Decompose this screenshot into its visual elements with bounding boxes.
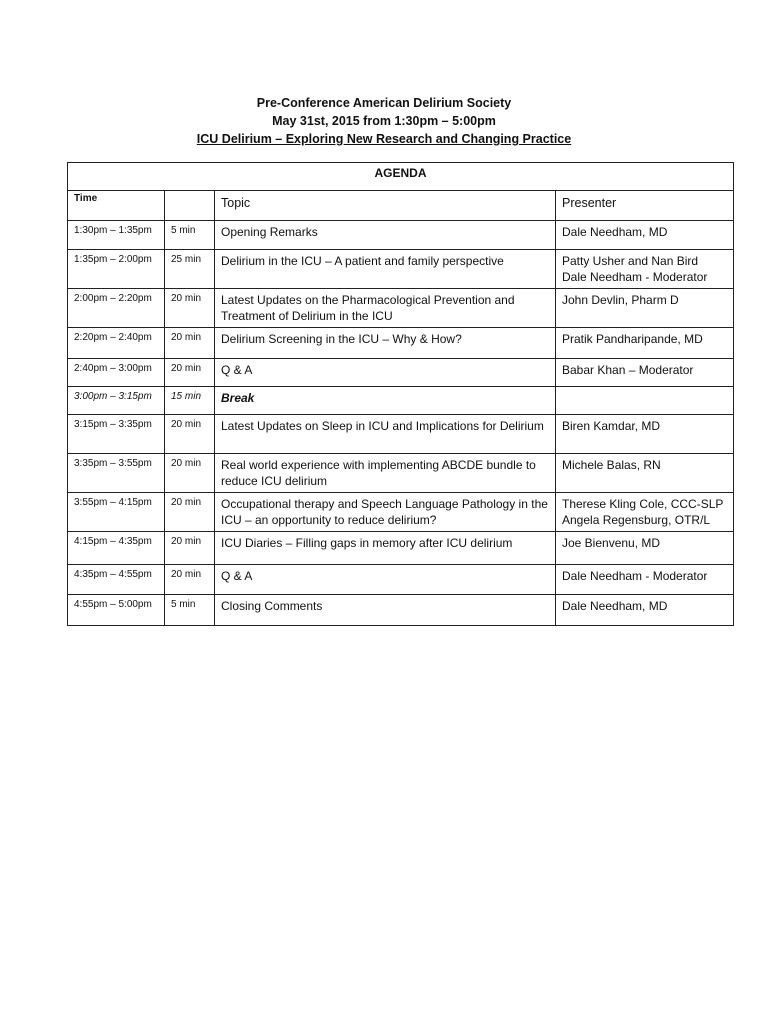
agenda-time-cell-text: 3:55pm – 4:15pm	[74, 497, 152, 508]
agenda-time-cell	[68, 289, 165, 328]
agenda-presenter-cell-text: Dale Needham - Moderator	[562, 270, 708, 284]
agenda-time-cell-text: 3:00pm – 3:15pm	[74, 391, 152, 402]
document-header	[0, 94, 768, 148]
agenda-row	[68, 595, 734, 626]
agenda-presenter-cell-text: Patty Usher and Nan Bird	[562, 254, 699, 268]
agenda-topic-cell	[215, 250, 556, 289]
agenda-presenter-cell-text: Dale Needham, MD	[562, 599, 668, 613]
agenda-presenter-cell	[556, 328, 734, 359]
agenda-duration-cell-text: 25 min	[171, 254, 202, 265]
agenda-time-cell	[68, 359, 165, 387]
agenda-presenter-cell	[556, 493, 734, 532]
agenda-topic-cell	[215, 415, 556, 454]
agenda-presenter-cell	[556, 595, 734, 626]
agenda-row	[68, 328, 734, 359]
agenda-presenter-cell-text: Michele Balas, RN	[562, 458, 661, 472]
agenda-presenter-cell	[556, 359, 734, 387]
agenda-duration-cell	[165, 532, 215, 565]
agenda-row	[68, 387, 734, 415]
agenda-duration-cell-text: 20 min	[171, 458, 202, 469]
agenda-presenter-cell-text: Therese Kling Cole, CCC-SLP	[562, 497, 724, 511]
agenda-time-cell-text: 3:15pm – 3:35pm	[74, 419, 152, 430]
conference-date: May 31st, 2015 from 1:30pm – 5:00pm	[272, 114, 496, 128]
agenda-duration-cell	[165, 493, 215, 532]
agenda-topic-cell	[215, 595, 556, 626]
agenda-duration-cell-text: 15 min	[171, 391, 202, 402]
time-column-header: Time	[68, 191, 165, 221]
agenda-topic-cell-text: Occupational therapy and Speech Language Pathology in the ICU – an opportunity to reduce delirium?	[221, 497, 548, 527]
agenda-duration-cell	[165, 565, 215, 595]
agenda-topic-cell	[215, 565, 556, 595]
agenda-title: AGENDA	[68, 163, 734, 191]
agenda-time-cell-text: 4:15pm – 4:35pm	[74, 536, 152, 547]
agenda-presenter-cell-text: Angela Regensburg, OTR/L	[562, 513, 711, 527]
agenda-duration-cell-text: 5 min	[171, 225, 196, 236]
agenda-row	[68, 565, 734, 595]
presenter-column-header: Presenter	[556, 191, 734, 221]
agenda-topic-cell	[215, 493, 556, 532]
agenda-presenter-cell	[556, 387, 734, 415]
agenda-duration-cell-text: 5 min	[171, 599, 196, 610]
agenda-time-cell-text: 2:20pm – 2:40pm	[74, 332, 152, 343]
agenda-presenter-cell-text: Joe Bienvenu, MD	[562, 536, 661, 550]
agenda-duration-cell	[165, 387, 215, 415]
agenda-time-cell	[68, 493, 165, 532]
agenda-time-cell-text: 1:35pm – 2:00pm	[74, 254, 152, 265]
topic-column-header: Topic	[215, 191, 556, 221]
agenda-topic-cell-text: Delirium Screening in the ICU – Why & How?	[221, 332, 462, 346]
agenda-presenter-cell-text: John Devlin, Pharm D	[562, 293, 679, 307]
agenda-topic-cell-text: Closing Comments	[221, 599, 323, 613]
agenda-topic-cell-text: Break	[221, 391, 255, 405]
agenda-time-cell	[68, 387, 165, 415]
agenda-duration-cell	[165, 415, 215, 454]
agenda-duration-cell	[165, 250, 215, 289]
agenda-row	[68, 250, 734, 289]
agenda-duration-cell-text: 20 min	[171, 536, 202, 547]
agenda-presenter-cell	[556, 415, 734, 454]
agenda-time-cell	[68, 595, 165, 626]
agenda-row	[68, 415, 734, 454]
agenda-time-cell	[68, 328, 165, 359]
agenda-topic-cell	[215, 289, 556, 328]
agenda-topic-cell-text: Delirium in the ICU – A patient and family perspective	[221, 254, 504, 268]
agenda-topic-cell-text: ICU Diaries – Filling gaps in memory after ICU delirium	[221, 536, 513, 550]
agenda-topic-cell-text: Latest Updates on Sleep in ICU and Implications for Delirium	[221, 419, 544, 433]
agenda-time-cell	[68, 221, 165, 250]
agenda-topic-cell-text: Latest Updates on the Pharmacological Prevention and Treatment of Delirium in the ICU	[221, 293, 515, 323]
agenda-time-cell-text: 4:55pm – 5:00pm	[74, 599, 152, 610]
agenda-row	[68, 221, 734, 250]
agenda-duration-cell	[165, 359, 215, 387]
agenda-time-cell-text: 4:35pm – 4:55pm	[74, 569, 152, 580]
agenda-presenter-cell-text: Pratik Pandharipande, MD	[562, 332, 703, 346]
agenda-topic-cell-text: Q & A	[221, 363, 253, 377]
agenda-time-cell	[68, 454, 165, 493]
agenda-topic-cell-text: Q & A	[221, 569, 253, 583]
agenda-time-cell	[68, 415, 165, 454]
agenda-time-cell	[68, 565, 165, 595]
agenda-presenter-cell	[556, 221, 734, 250]
agenda-topic-cell	[215, 454, 556, 493]
session-title: ICU Delirium – Exploring New Research and Changing Practice	[196, 132, 572, 146]
agenda-presenter-cell-text: Biren Kamdar, MD	[562, 419, 661, 433]
agenda-duration-cell-text: 20 min	[171, 332, 202, 343]
agenda-presenter-cell	[556, 532, 734, 565]
agenda-time-cell-text: 2:00pm – 2:20pm	[74, 293, 152, 304]
agenda-duration-cell-text: 20 min	[171, 293, 202, 304]
duration-column-header	[165, 191, 215, 221]
agenda-time-cell-text: 2:40pm – 3:00pm	[74, 363, 152, 374]
agenda-topic-cell	[215, 328, 556, 359]
agenda-table	[67, 162, 734, 626]
agenda-presenter-cell	[556, 289, 734, 328]
agenda-time-cell	[68, 250, 165, 289]
agenda-duration-cell	[165, 595, 215, 626]
agenda-presenter-cell	[556, 250, 734, 289]
agenda-duration-cell-text: 20 min	[171, 419, 202, 430]
agenda-row	[68, 359, 734, 387]
agenda-duration-cell-text: 20 min	[171, 363, 202, 374]
agenda-header-row	[68, 191, 734, 221]
agenda-presenter-cell-text: Babar Khan – Moderator	[562, 363, 694, 377]
agenda-topic-cell	[215, 387, 556, 415]
agenda-duration-cell	[165, 454, 215, 493]
agenda-row	[68, 289, 734, 328]
agenda-presenter-cell-text: Dale Needham, MD	[562, 225, 668, 239]
agenda-topic-cell-text: Real world experience with implementing ABCDE bundle to reduce ICU delirium	[221, 458, 536, 488]
agenda-duration-cell-text: 20 min	[171, 569, 202, 580]
agenda-time-cell	[68, 532, 165, 565]
agenda-presenter-cell	[556, 454, 734, 493]
agenda-row	[68, 493, 734, 532]
agenda-topic-cell-text: Opening Remarks	[221, 225, 318, 239]
agenda-presenter-cell-text: Dale Needham - Moderator	[562, 569, 708, 583]
agenda-topic-cell	[215, 221, 556, 250]
agenda-topic-cell	[215, 359, 556, 387]
agenda-duration-cell	[165, 221, 215, 250]
agenda-row	[68, 532, 734, 565]
agenda-presenter-cell	[556, 565, 734, 595]
agenda-row	[68, 454, 734, 493]
conference-title: Pre-Conference American Delirium Society	[256, 96, 512, 110]
agenda-time-cell-text: 3:35pm – 3:55pm	[74, 458, 152, 469]
agenda-time-cell-text: 1:30pm – 1:35pm	[74, 225, 152, 236]
agenda-duration-cell	[165, 289, 215, 328]
agenda-topic-cell	[215, 532, 556, 565]
agenda-duration-cell	[165, 328, 215, 359]
agenda-duration-cell-text: 20 min	[171, 497, 202, 508]
